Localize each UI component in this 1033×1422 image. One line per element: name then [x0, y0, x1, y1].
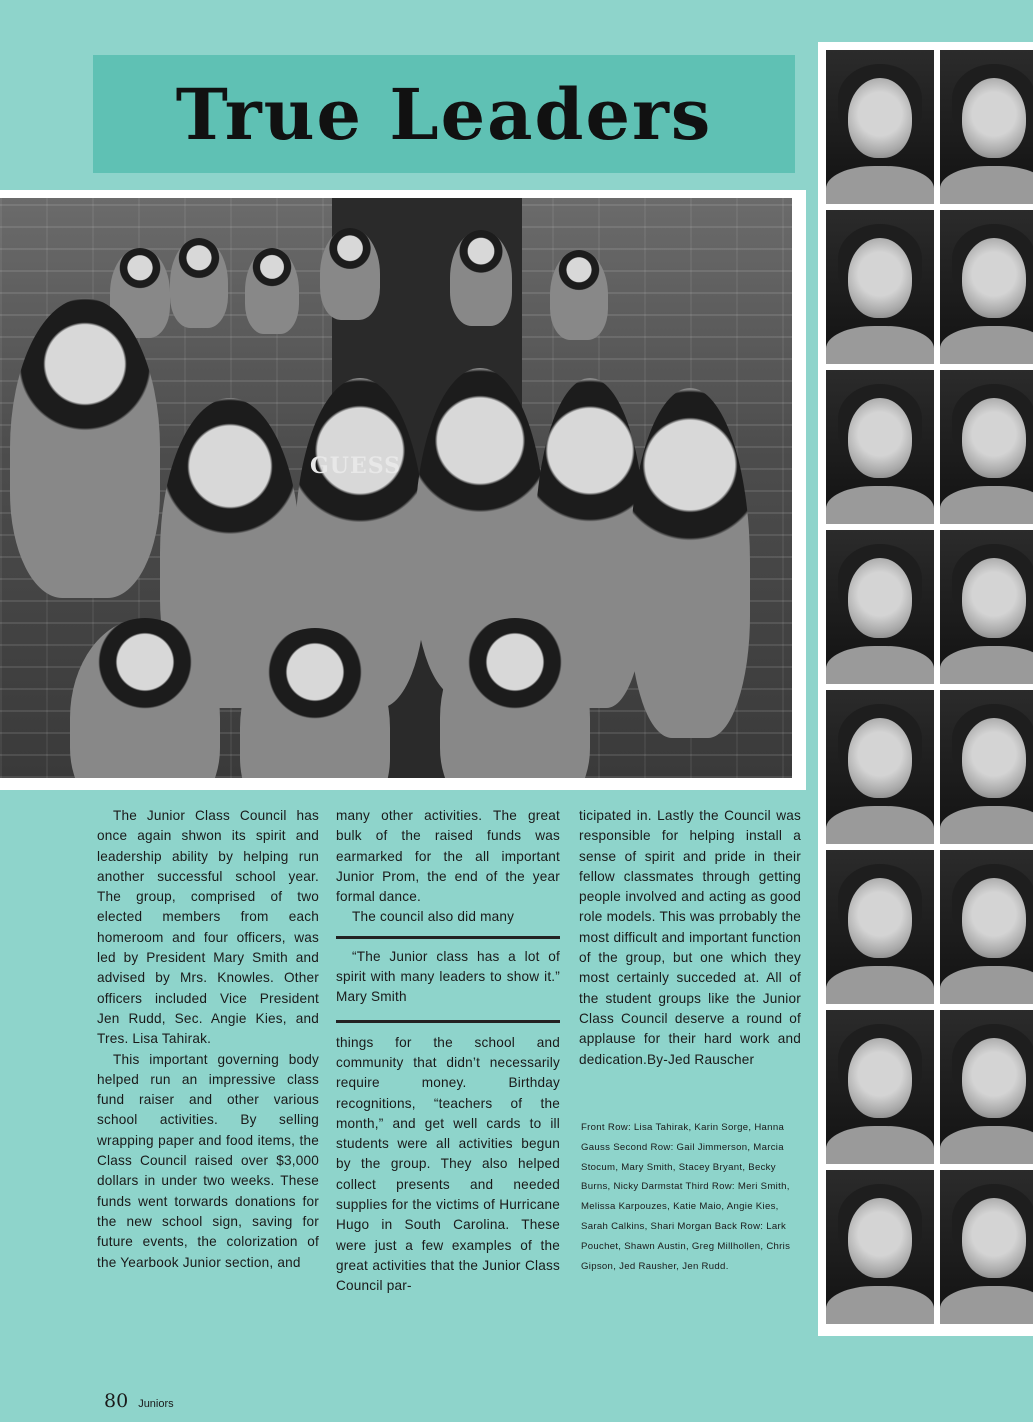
photo-person — [450, 230, 512, 326]
portrait-photo — [826, 50, 934, 204]
photo-person — [630, 388, 750, 738]
title-banner — [93, 55, 795, 173]
photo-caption: Front Row: Lisa Tahirak, Karin Sorge, Hanna Gauss Second Row: Gail Jimmerson, Marcia Stocum, Mary Smith, Stacey Bryant, Becky Burns, Nicky Darmstat Third Row: Meri Smith, Melissa Karpouzes, Katie Maio, Angie Kies, Sarah Calkins, Shari Morgan Back Row: Lark Pouchet, Shawn Austin, Greg Millhollen, Chris Gipson, Jed Rausher, Jen Rudd. — [581, 1122, 791, 1272]
photo-person — [550, 250, 608, 340]
portrait-photo — [826, 210, 934, 364]
portrait-photo — [826, 690, 934, 844]
portrait-photo — [826, 530, 934, 684]
portrait-photo — [940, 850, 1033, 1004]
portrait-photo — [940, 1170, 1033, 1324]
photo-person — [320, 228, 380, 320]
portrait-photo — [940, 1010, 1033, 1164]
article-column-1 — [97, 806, 319, 1273]
portrait-photo — [940, 50, 1033, 204]
portrait-photo — [826, 850, 934, 1004]
group-photo-frame — [0, 190, 806, 790]
photo-person — [245, 248, 299, 334]
page-title: True Leaders — [175, 72, 713, 156]
page-number: 80 — [104, 1390, 129, 1412]
photo-person — [170, 238, 228, 328]
portrait-photo — [940, 210, 1033, 364]
sweatshirt-text: GUESS — [310, 453, 402, 479]
portrait-photo — [940, 690, 1033, 844]
portrait-photo — [826, 1170, 934, 1324]
portrait-photo — [940, 370, 1033, 524]
article-paragraph: ticipated in. Lastly the Council was responsible for helping install a sense of spirit and pride in their fellow classmates through getting people involved and acting as good role models. This was prrobably the most difficult and important function of the group, but one which they most certainly succeded at. All of the student groups like the Junior Class Council deserve a round of applause for their hard work and dedication.By-Jed Rauscher — [579, 808, 801, 1067]
portrait-photo — [826, 370, 934, 524]
group-photo — [0, 198, 792, 778]
portrait-photo — [826, 1010, 934, 1164]
article-paragraph: things for the school and community that didn’t necessarily require money. Birthday recognitions, “teachers of the month,” and get well cards to ill students were all activities begun by the group. They also helped collect presents and needed supplies for the victims of Hurricane Hugo in South Carolina. These were just a few examples of the great activities that the Junior Class Council par- — [336, 1034, 560, 1294]
section-name: Juniors — [138, 1398, 174, 1410]
portrait-photo — [940, 530, 1033, 684]
photo-person — [10, 298, 160, 598]
portrait-strip — [818, 42, 1033, 1336]
pull-quote — [336, 936, 560, 1023]
article-paragraph: The Junior Class Council has once again shwon its spirit and leadership ability by helping run another successful school year. The group, comprised of two elected members from each homeroom and four officers, was led by President Mary Smith and advised by Mrs. Knowles. Other officers included Vice President Jen Rudd, Sec. Angie Kies, and Tres. Lisa Tahirak. — [97, 808, 319, 1047]
pull-quote-text: “The Junior class has a lot of spirit with many leaders to show it.” Mary Smith — [336, 948, 560, 1005]
photo-group-figures — [10, 238, 780, 778]
article-column-3 — [579, 806, 801, 1070]
article-column-2 — [336, 806, 560, 1297]
article-paragraph: The council also did many — [352, 909, 515, 925]
page-footer — [104, 1390, 174, 1412]
article-paragraph: many other activities. The great bulk of the raised funds was earmarked for the all important Junior Prom, the end of the year formal dance. — [336, 808, 560, 905]
article-paragraph: This important governing body helped run an impressive class fund raiser and other various school activities. By selling wrapping paper and food items, the Class Council raised over $3,000 dollars in under two weeks. These funds went torwards donations for the new school sign, saving for future events, the colorization of the Yearbook Junior section, and — [97, 1051, 319, 1270]
